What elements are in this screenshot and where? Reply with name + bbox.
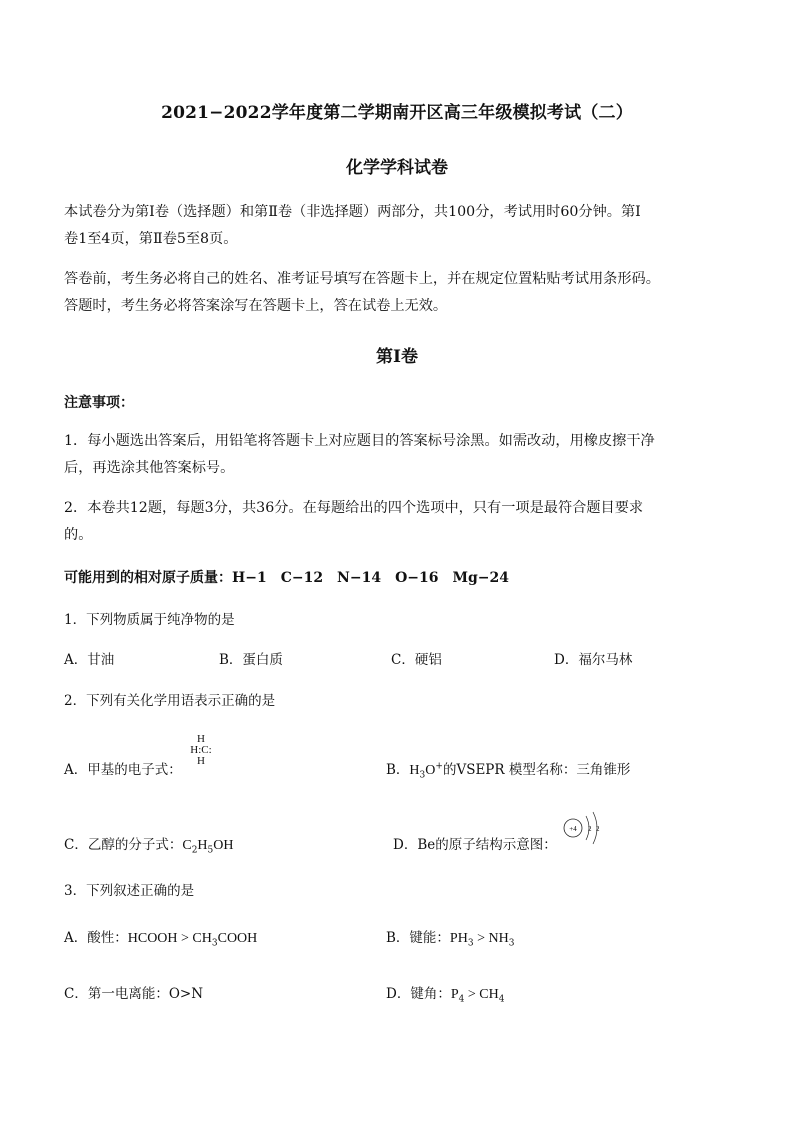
notice-line: 2．本卷共12题，每题3分，共36分。在每题给出的四个选项中，只有一项是最符合题目要求	[64, 500, 644, 516]
option-label: A．甲基的电子式：	[64, 762, 182, 778]
notice-line: 1．每小题选出答案后，用铅笔将答题卡上对应题目的答案标号涂黑。如需改动，用橡皮擦干净	[64, 433, 655, 449]
acidity-formula-1: HCOOH > CH	[127, 931, 212, 946]
angle-formula-1: P	[450, 987, 459, 1002]
bond-formula-2: > NH	[473, 931, 509, 946]
ethanol-c: C	[182, 838, 192, 853]
question-3-option-a	[64, 926, 257, 949]
angle-sub-1: 4	[458, 994, 465, 1005]
option-label: B．	[386, 762, 410, 778]
intro-paragraph-1	[64, 199, 740, 253]
exam-title: 2021−2022学年度第二学期南开区高三年级模拟考试（二）	[161, 103, 633, 123]
question-2-stem: 2．下列有关化学用语表示正确的是	[64, 693, 276, 709]
option-label: D．键角：	[386, 986, 451, 1002]
ethanol-oh: OH	[213, 838, 234, 853]
hydronium-h: H	[409, 763, 420, 778]
option-label: B．键能：	[386, 930, 450, 946]
question-1-option-b: B．蛋白质	[219, 652, 283, 668]
shell-2-electrons: 2	[596, 825, 600, 833]
question-1-stem: 1．下列物质属于纯净物的是	[64, 612, 235, 628]
bond-sub-1: 3	[467, 938, 474, 949]
question-1-option-a: A．甘油	[64, 652, 115, 668]
formula-h-top: H	[197, 733, 205, 745]
bond-sub-2: 3	[508, 938, 515, 949]
atomic-masses: 可能用到的相对原子质量：H−1 C−12 N−14 O−16 Mg−24	[64, 570, 509, 586]
notice-line: 的。	[64, 527, 93, 543]
formula-h-bottom: H	[197, 755, 205, 767]
option-text: 的VSEPR 模型名称：三角锥形	[442, 762, 631, 778]
shell-1-electrons: 2	[588, 825, 592, 833]
question-1-option-c: C．硬铝	[391, 652, 442, 668]
hydronium-sub: 3	[419, 770, 426, 781]
acidity-sub: 3	[211, 938, 218, 949]
methyl-electron-formula	[186, 734, 216, 767]
hydronium-charge: +	[435, 761, 443, 772]
notice-line: 后，再选涂其他答案标号。	[64, 460, 235, 476]
angle-sub-2: 4	[498, 994, 505, 1005]
intro-line: 卷1至4页，第Ⅱ卷5至8页。	[64, 231, 238, 247]
notice-item-2	[64, 495, 740, 549]
option-label: C．乙醇的分子式：	[64, 837, 183, 853]
question-2-option-c	[64, 833, 234, 856]
question-3-option-b	[386, 926, 514, 949]
ethanol-sub-1: 2	[191, 845, 198, 856]
question-2-option-d	[393, 833, 557, 853]
question-1-option-d: D．福尔马林	[554, 652, 633, 668]
ethanol-h: H	[197, 838, 208, 853]
beryllium-atom-diagram	[560, 808, 610, 852]
nucleus-charge: +4	[569, 825, 577, 833]
intro-line: 答题时，考生务必将答案涂写在答题卡上，答在试卷上无效。	[64, 298, 448, 314]
hydronium-o: O	[425, 763, 436, 778]
option-label: A．酸性：	[64, 930, 128, 946]
question-2-option-b	[386, 758, 630, 781]
bond-formula-1: PH	[449, 931, 468, 946]
question-3-option-c: C．第一电离能：O>N	[64, 986, 204, 1002]
notice-heading: 注意事项：	[64, 395, 134, 411]
question-3-option-d	[386, 982, 504, 1005]
question-3-stem: 3．下列叙述正确的是	[64, 883, 195, 899]
option-label: D．Be的原子结构示意图：	[393, 837, 557, 853]
intro-paragraph-2	[64, 266, 740, 320]
notice-item-1	[64, 428, 740, 482]
exam-subtitle: 化学学科试卷	[346, 158, 448, 178]
formula-middle: H:C:	[190, 744, 212, 756]
angle-formula-2: > CH	[464, 987, 499, 1002]
intro-line: 答卷前，考生务必将自己的姓名、准考证号填写在答题卡上，并在规定位置粘贴考试用条形码。	[64, 271, 660, 287]
section-heading: 第Ⅰ卷	[376, 347, 418, 367]
ethanol-sub-2: 5	[207, 845, 214, 856]
acidity-formula-2: COOH	[217, 931, 258, 946]
question-2-option-a	[64, 758, 182, 778]
intro-line: 本试卷分为第Ⅰ卷（选择题）和第Ⅱ卷（非选择题）两部分，共100分，考试用时60分钟。第Ⅰ	[64, 204, 641, 220]
